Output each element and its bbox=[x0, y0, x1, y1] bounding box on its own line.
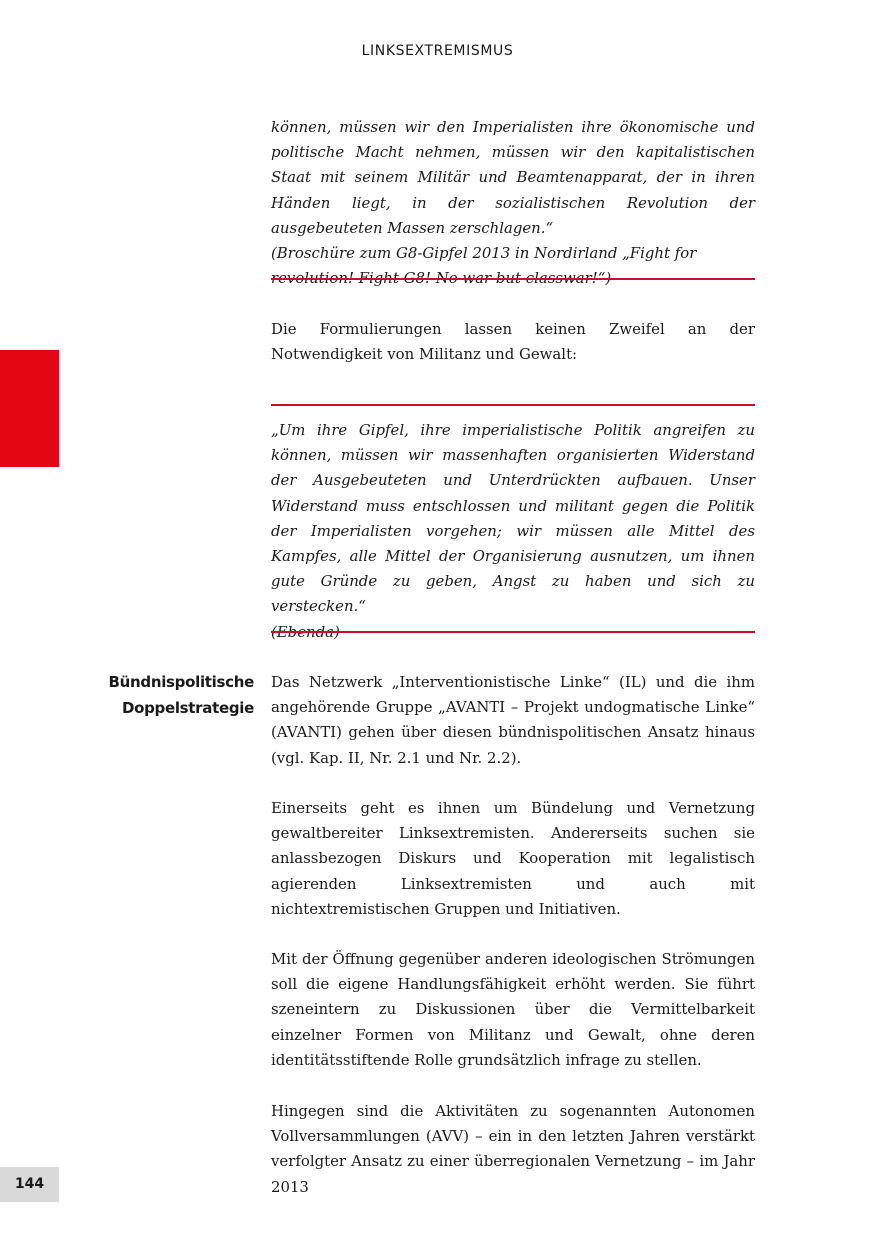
chapter-color-tab bbox=[0, 350, 59, 467]
quote-2-bottom-rule bbox=[271, 631, 755, 633]
section-paragraph-2-block bbox=[271, 796, 755, 922]
section-paragraph: Hingegen sind die Aktivitäten zu sogenannten Autonomen Vollversammlungen (AVV) – ein in den letzten Jahren verstärkt verfolgter Ansatz zu einer überregionalen Vernetzung – im Jahr 2013 bbox=[271, 1102, 755, 1196]
intro-paragraph: Die Formulierungen lassen keinen Zweifel an der Notwendigkeit von Militanz und Gewalt: bbox=[271, 320, 755, 364]
running-header: LINKSEXTREMISMUS bbox=[361, 43, 514, 59]
section-paragraph: Einerseits geht es ihnen um Bündelung und Vernetzung gewaltbereiter Linksextremisten. Andererseits suchen sie anlassbezogen Diskurs und Kooperation mit legalistisch agierenden Linksextremisten und auch mit nichtextremistischen Gruppen und Initiativen. bbox=[271, 799, 755, 918]
quote-2-source: (Ebenda) bbox=[271, 622, 340, 641]
quote-1-source: (Broschüre zum G8-Gipfel 2013 in Nordirland „Fight for revolution! Fight G8! No war but classwar!“) bbox=[271, 244, 697, 288]
quote-1-text: können, müssen wir den Imperialisten ihre ökonomische und politische Macht nehmen, müssen wir den kapitalistischen Staat mit seinem Militär und Beamtenapparat, der in ihren Händen liegt, in der sozialistischen Revolution der ausgebeuteten Massen zerschlagen.“ bbox=[271, 118, 755, 237]
section-paragraph-4-block bbox=[271, 1099, 755, 1200]
section-heading-line-2: Doppelstrategie bbox=[121, 698, 254, 717]
section-paragraph: Mit der Öffnung gegenüber anderen ideologischen Strömungen soll die eigene Handlungsfähigkeit erhöht werden. Sie führt szeneintern zu Diskussionen über die Vermittelbarkeit einzelner Formen von Militanz und Gewalt, ohne deren identitätsstiftende Rolle grundsätzlich infrage zu stellen. bbox=[271, 950, 755, 1069]
intro-paragraph-block bbox=[271, 317, 755, 367]
section-heading bbox=[60, 670, 254, 721]
quote-1-bottom-rule bbox=[271, 278, 755, 280]
page-number: 144 bbox=[0, 1167, 59, 1202]
section-heading-line-1: Bündnispolitische bbox=[108, 673, 254, 691]
section-paragraph: Das Netzwerk „Interventionistische Linke“ (IL) und die ihm angehörende Gruppe „AVANTI – Projekt undogmatische Linke“ (AVANTI) gehen über diesen bündnispolitischen Ansatz hinaus (vgl. Kap. II, Nr. 2.1 und Nr. 2.2). bbox=[271, 673, 755, 767]
quote-2-top-rule bbox=[271, 404, 755, 406]
section-paragraph-3-block bbox=[271, 947, 755, 1073]
quote-block-2 bbox=[271, 418, 755, 645]
quote-2-text: „Um ihre Gipfel, ihre imperialistische Politik angreifen zu können, müssen wir massenhaften organisierten Widerstand der Ausgebeuteten und Unterdrückten aufbauen. Unser Widerstand muss entschlossen und militant gegen die Politik der Imperialisten vorgehen; wir müssen alle Mittel des Kampfes, alle Mittel der Organisierung ausnutzen, um ihnen gute Gründe zu geben, Angst zu haben und sich zu verstecken.“ bbox=[271, 421, 755, 616]
section-paragraph-1-block bbox=[271, 670, 755, 771]
quote-block-1 bbox=[271, 115, 755, 291]
